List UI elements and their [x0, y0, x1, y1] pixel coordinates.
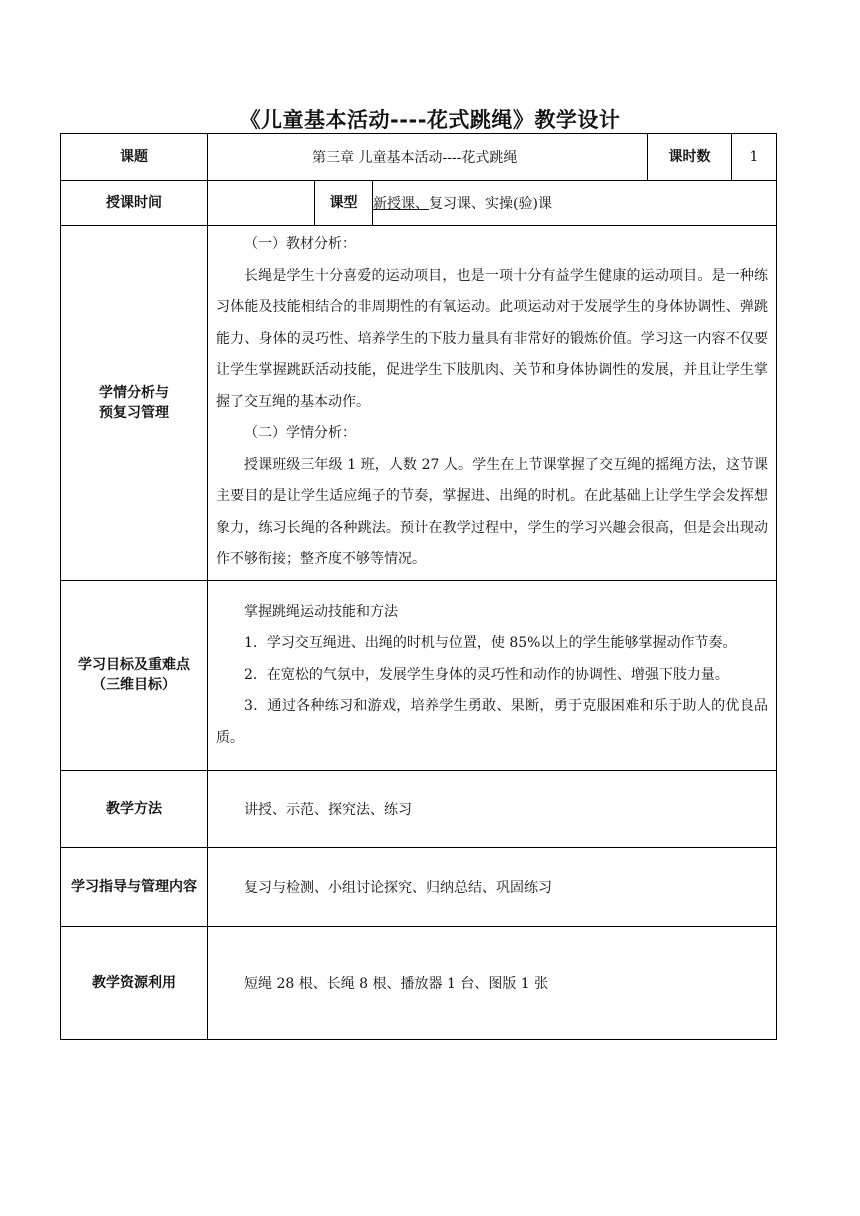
type-label: 课型 — [315, 181, 373, 226]
analysis-label — [61, 226, 208, 581]
guidance-label: 学习指导与管理内容 — [61, 847, 208, 926]
objective-item: 2．在宽松的气氛中，发展学生身体的灵巧性和动作的协调性、增强下肢力量。 — [244, 666, 729, 683]
time-type-row — [61, 181, 777, 226]
resources-value: 短绳 28 根、长绳 8 根、播放器 1 台、图版 1 张 — [208, 926, 777, 1039]
topic-value: 第三章 儿童基本活动----花式跳绳 — [208, 134, 648, 181]
analysis-label-line1: 学情分析与 — [99, 384, 169, 401]
analysis-paragraph-2: 授课班级三年级 1 班，人数 27 人。学生在上节课掌握了交互绳的摇绳方法，这节课主要目的是让学生适应绳子的节奏，掌握进、出绳的时机。在此基础上让学生学会发挥想象力，练习长绳的各种跳法。预计在教学过程中，学生的学习兴趣会很高，但是会出现动作不够衔接；整齐度不够等情况。 — [216, 456, 769, 567]
objectives-label-line2: （三维目标） — [92, 677, 176, 693]
analysis-heading-2: （二）学情分析： — [244, 425, 356, 441]
guidance-row — [61, 847, 777, 926]
lesson-plan-table — [60, 133, 777, 1040]
page-title: 《儿童基本活动----花式跳绳》教学设计 — [239, 108, 621, 132]
hours-label: 课时数 — [648, 134, 732, 181]
objectives-row — [61, 580, 777, 770]
objectives-intro: 掌握跳绳运动技能和方法 — [244, 603, 398, 620]
methods-value: 讲授、示范、探究法、练习 — [208, 770, 777, 847]
hours-value: 1 — [732, 134, 777, 181]
time-label: 授课时间 — [61, 181, 208, 226]
analysis-heading-1: （一）教材分析： — [244, 236, 356, 252]
topic-label: 课题 — [61, 134, 208, 181]
type-other-lessons: 复习课、实操(验)课 — [429, 196, 552, 212]
type-value — [373, 181, 777, 226]
time-value — [208, 181, 315, 226]
resources-row — [61, 926, 777, 1039]
guidance-value: 复习与检测、小组讨论探究、归纳总结、巩固练习 — [208, 847, 777, 926]
objectives-content — [208, 580, 777, 770]
analysis-label-line2: 预复习管理 — [99, 404, 169, 421]
objective-item: 3．通过各种练习和游戏，培养学生勇敢、果断，勇于克服困难和乐于助人的优良品质。 — [216, 698, 769, 746]
methods-row — [61, 770, 777, 847]
objectives-label — [61, 580, 208, 770]
analysis-row — [61, 226, 777, 581]
type-new-lesson: 新授课、 — [373, 196, 429, 212]
topic-row — [61, 134, 777, 181]
analysis-content — [208, 226, 777, 581]
analysis-paragraph-1: 长绳是学生十分喜爱的运动项目，也是一项十分有益学生健康的运动项目。是一种练习体能及技能相结合的非周期性的有氧运动。此项运动对于发展学生的身体协调性、弹跳能力、身体的灵巧性、培养学生的下肢力量具有非常好的锻炼价值。学习这一内容不仅要让学生掌握跳跃活动技能，促进学生下肢肌肉、关节和身体协调性的发展，并且让学生掌握了交互绳的基本动作。 — [216, 267, 769, 410]
objectives-label-line1: 学习目标及重难点 — [78, 657, 190, 673]
resources-label: 教学资源利用 — [61, 926, 208, 1039]
methods-label: 教学方法 — [61, 770, 208, 847]
objective-item: 1．学习交互绳进、出绳的时机与位置，使 85%以上的学生能够掌握动作节奏。 — [244, 635, 737, 651]
